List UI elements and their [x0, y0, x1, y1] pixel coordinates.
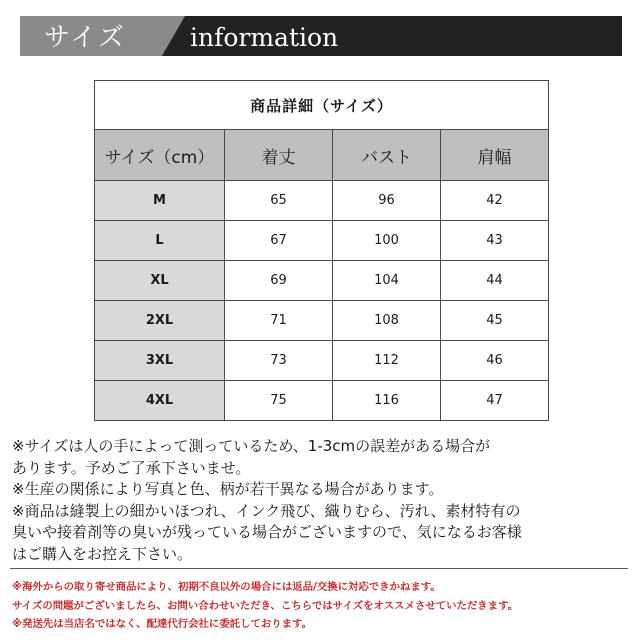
size-cell: L: [95, 221, 225, 261]
warning-line: ※海外からの取り寄せ商品により、初期不良以外の場合には返品/交換に対応できかねます。: [12, 581, 441, 593]
size-cell: 4XL: [95, 381, 225, 421]
shoulder-cell: 44: [441, 261, 549, 301]
size-table: [94, 80, 549, 421]
divider: [10, 568, 628, 569]
header-length: 着丈: [225, 130, 333, 181]
shoulder-cell: 45: [441, 301, 549, 341]
bust-cell: 96: [333, 181, 441, 221]
size-cell: XL: [95, 261, 225, 301]
table-row: [95, 341, 549, 381]
size-notes: [12, 436, 632, 565]
header-shoulder: 肩幅: [441, 130, 549, 181]
bust-cell: 100: [333, 221, 441, 261]
length-cell: 71: [225, 301, 333, 341]
warning-line: サイズの問題がございましたら、お問い合わせいただき、こちらではサイズをオススメさせていただきます。: [12, 599, 519, 612]
length-cell: 65: [225, 181, 333, 221]
size-cell: 3XL: [95, 341, 225, 381]
shoulder-cell: 47: [441, 381, 549, 421]
size-cell: 2XL: [95, 301, 225, 341]
table-row: [95, 261, 549, 301]
table-caption: 商品詳細（サイズ）: [95, 81, 549, 130]
shoulder-cell: 42: [441, 181, 549, 221]
note-line: ※商品は縫製上の細かいほつれ、インク飛び、織りむら、汚れ、素材特有の: [12, 501, 521, 520]
size-cell: M: [95, 181, 225, 221]
table-row: [95, 221, 549, 261]
header-title: information: [190, 23, 339, 52]
shipping-warnings: [12, 578, 632, 634]
bust-cell: 104: [333, 261, 441, 301]
length-cell: 67: [225, 221, 333, 261]
note-line: ※サイズは人の手によって測っているため、1-3cmの誤差がある場合が: [12, 437, 491, 455]
warning-line: ※発送先は当店名ではなく、配達代行会社に委託しております。: [12, 618, 312, 630]
header-size: サイズ（cm）: [95, 130, 225, 181]
table-row: [95, 381, 549, 421]
note-line: 臭いや接着剤等の臭いが残っている場合がございますので、気になるお客様: [12, 523, 522, 541]
table-row: [95, 181, 549, 221]
table-row: [95, 301, 549, 341]
length-cell: 73: [225, 341, 333, 381]
note-line: ※生産の関係により写真と色、柄が若干異なる場合があります。: [12, 480, 444, 498]
table-header-row: [95, 130, 549, 181]
length-cell: 69: [225, 261, 333, 301]
shoulder-cell: 43: [441, 221, 549, 261]
header-bust: バスト: [333, 130, 441, 181]
bust-cell: 108: [333, 301, 441, 341]
bust-cell: 116: [333, 381, 441, 421]
shoulder-cell: 46: [441, 341, 549, 381]
header-tab-label: サイズ: [44, 23, 126, 53]
note-line: はご購入をお控え下さい。: [12, 544, 193, 563]
bust-cell: 112: [333, 341, 441, 381]
length-cell: 75: [225, 381, 333, 421]
note-line: あります。予めご了承下さいませ。: [12, 458, 251, 477]
